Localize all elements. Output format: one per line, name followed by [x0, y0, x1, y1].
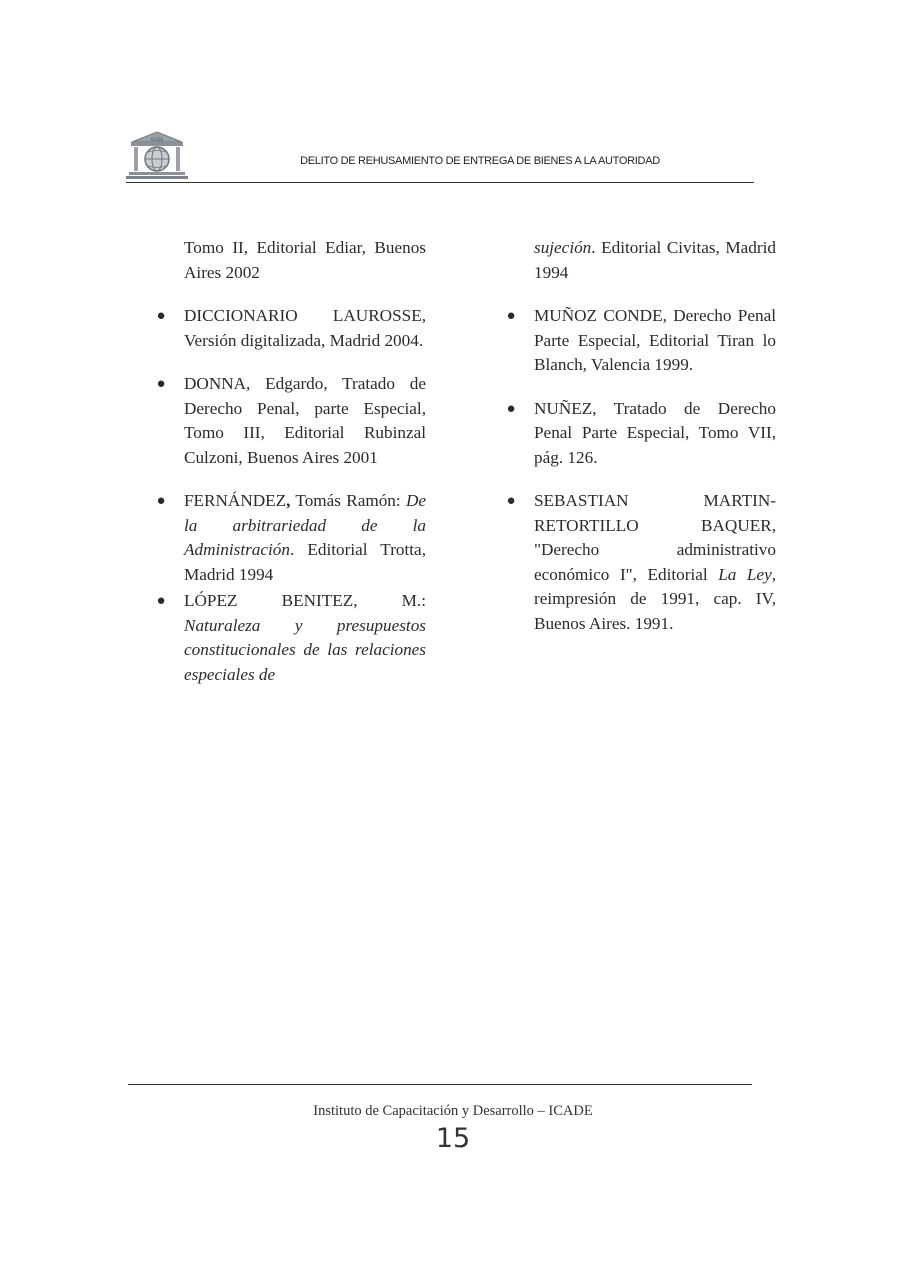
- reference-item: ● FERNÁNDEZ, Tomás Ramón: De la arbitrariedad de la Administración. Editorial Trotta, Madrid 1994: [156, 491, 426, 584]
- reference-item: ● DONNA, Edgardo, Tratado de Derecho Penal, parte Especial, Tomo III, Editorial Rubinzal Culzoni, Buenos Aires 2001: [156, 374, 426, 467]
- page-number: 15: [435, 1123, 471, 1154]
- reference-item: ● NUÑEZ, Tratado de Derecho Penal Parte Especial, Tomo VII, pág. 126.: [506, 398, 776, 467]
- footer-institution: Instituto de Capacitación y Desarrollo – ICADE: [313, 1103, 593, 1119]
- bullet-icon: ●: [506, 308, 516, 324]
- bullet-icon: ●: [506, 400, 516, 417]
- bullet-icon: ●: [156, 308, 166, 324]
- running-header-title: DELITO DE REHUSAMIENTO DE ENTREGA DE BIENES A LA AUTORIDAD: [300, 155, 660, 167]
- reference-item: ● SEBASTIAN MARTIN-RETORTILLO BAQUER, "Derecho administrativo económico I", Editorial La Ley, reimpresión de 1991, cap. IV, Buenos Aires. 1991.: [506, 491, 776, 633]
- reference-item: ● MUÑOZ CONDE, Derecho Penal Parte Especial, Editorial Tiran lo Blanch, Valencia 1999.: [506, 306, 776, 374]
- svg-text:ICADE: ICADE: [150, 137, 164, 142]
- reference-title: De la arbitrariedad de la Administración: [184, 491, 426, 559]
- reference-author: FERNÁNDEZ: [184, 491, 287, 510]
- bullet-icon: ●: [506, 493, 516, 509]
- reference-item: ● DICCIONARIO LAUROSSE, Versión digitalizada, Madrid 2004.: [156, 306, 426, 350]
- reference-author: LÓPEZ BENITEZ, M.:: [184, 591, 426, 610]
- bibliography-left-column: [156, 236, 426, 687]
- header-divider: [126, 182, 754, 183]
- bullet-icon: ●: [156, 376, 166, 392]
- footer-divider: [128, 1084, 752, 1085]
- bullet-icon: ●: [156, 593, 166, 609]
- icade-logo: [126, 130, 188, 182]
- institution-building-icon: [126, 130, 188, 182]
- reference-item: [156, 589, 426, 687]
- bullet-icon: ●: [156, 493, 166, 509]
- reference-title: Naturaleza y presupuestos constitucionales de las relaciones especiales de: [184, 615, 426, 684]
- reference-continuation: Tomo II, Editorial Ediar, Buenos Aires 2002: [184, 238, 426, 282]
- bibliography-right-column: [506, 236, 776, 636]
- reference-continuation: sujeción. Editorial Civitas, Madrid 1994: [534, 238, 776, 282]
